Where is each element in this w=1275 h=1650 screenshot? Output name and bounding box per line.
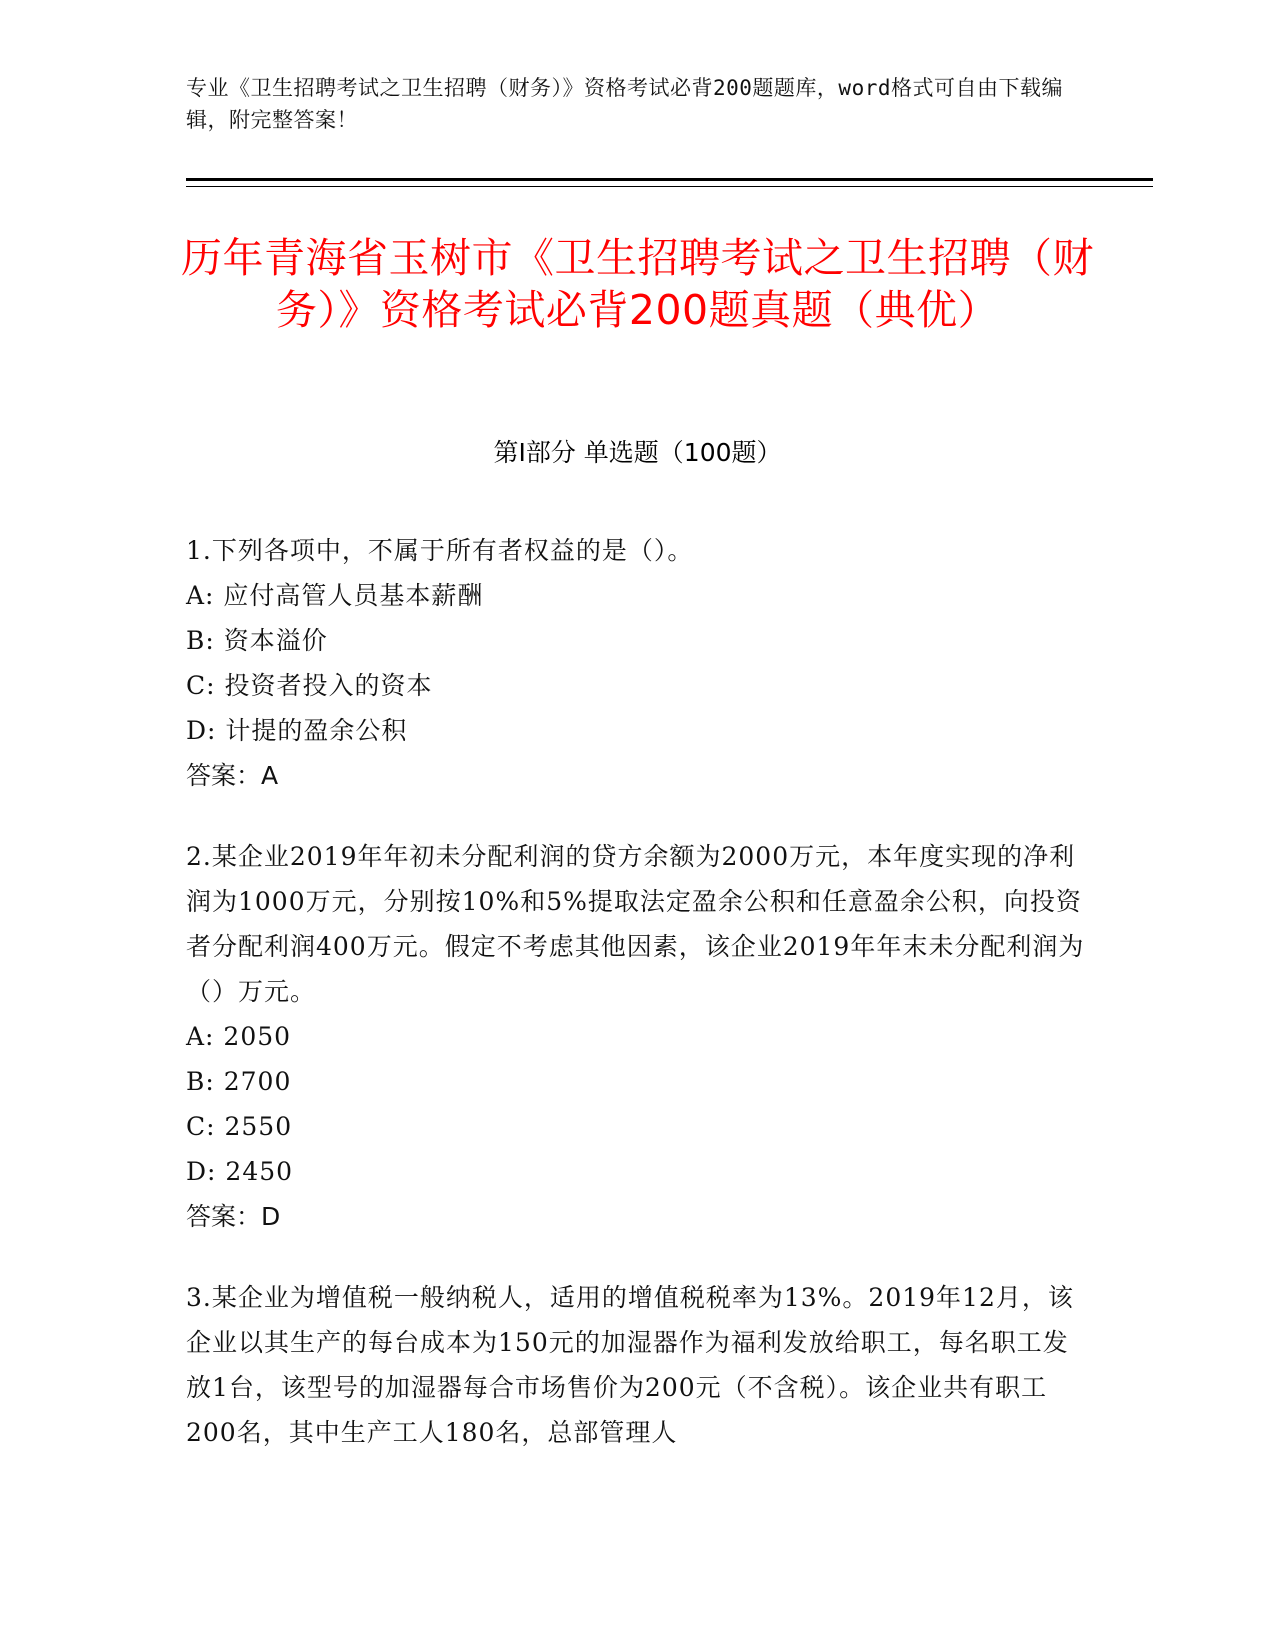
option-d: D: 2450 xyxy=(186,1157,294,1186)
header-rule-thick xyxy=(186,178,1153,181)
question-text: 1.下列各项中，不属于所有者权益的是（）。 xyxy=(186,536,694,565)
question-item xyxy=(186,528,1086,798)
question-text: 2.某企业2019年年初未分配利润的贷方余额为2000万元，本年度实现的净利润为1000万元，分别按10%和5%提取法定盈余公积和任意盈余公积，向投资者分配利润400万元。假定不考虑其他因素，该企业2019年年末未分配利润为（）万元。 xyxy=(186,842,1085,1006)
option-d: D: 计提的盈余公积 xyxy=(186,716,408,745)
document-title: 历年青海省玉树市《卫生招聘考试之卫生招聘（财务）》资格考试必背200题真题（典优） xyxy=(181,234,1094,334)
section-title: 第I部分 单选题（100题） xyxy=(493,438,782,467)
option-a: A: 应付高管人员基本薪酬 xyxy=(186,581,484,610)
answer-line: 答案：A xyxy=(186,761,279,790)
question-text: 3.某企业为增值税一般纳税人，适用的增值税税率为13%。2019年12月，该企业以其生产的每台成本为150元的加湿器作为福利发放给职工，每名职工发放1台，该型号的加湿器每合市场售价为200元（不含税）。该企业共有职工200名，其中生产工人180名，总部管理人 xyxy=(186,1283,1074,1447)
question-item xyxy=(186,1275,1086,1455)
option-b: B: 2700 xyxy=(186,1067,292,1096)
option-c: C: 投资者投入的资本 xyxy=(186,671,433,700)
option-b: B: 资本溢价 xyxy=(186,626,328,655)
option-c: C: 2550 xyxy=(186,1112,293,1141)
header-note: 专业《卫生招聘考试之卫生招聘（财务）》资格考试必背200题题库，word格式可自由下载编辑，附完整答案！ xyxy=(186,76,1063,132)
question-list xyxy=(186,528,1086,1491)
answer-line: 答案：D xyxy=(186,1202,281,1231)
question-item xyxy=(186,834,1086,1239)
header-rule-thin xyxy=(186,186,1153,187)
option-a: A: 2050 xyxy=(186,1022,292,1051)
